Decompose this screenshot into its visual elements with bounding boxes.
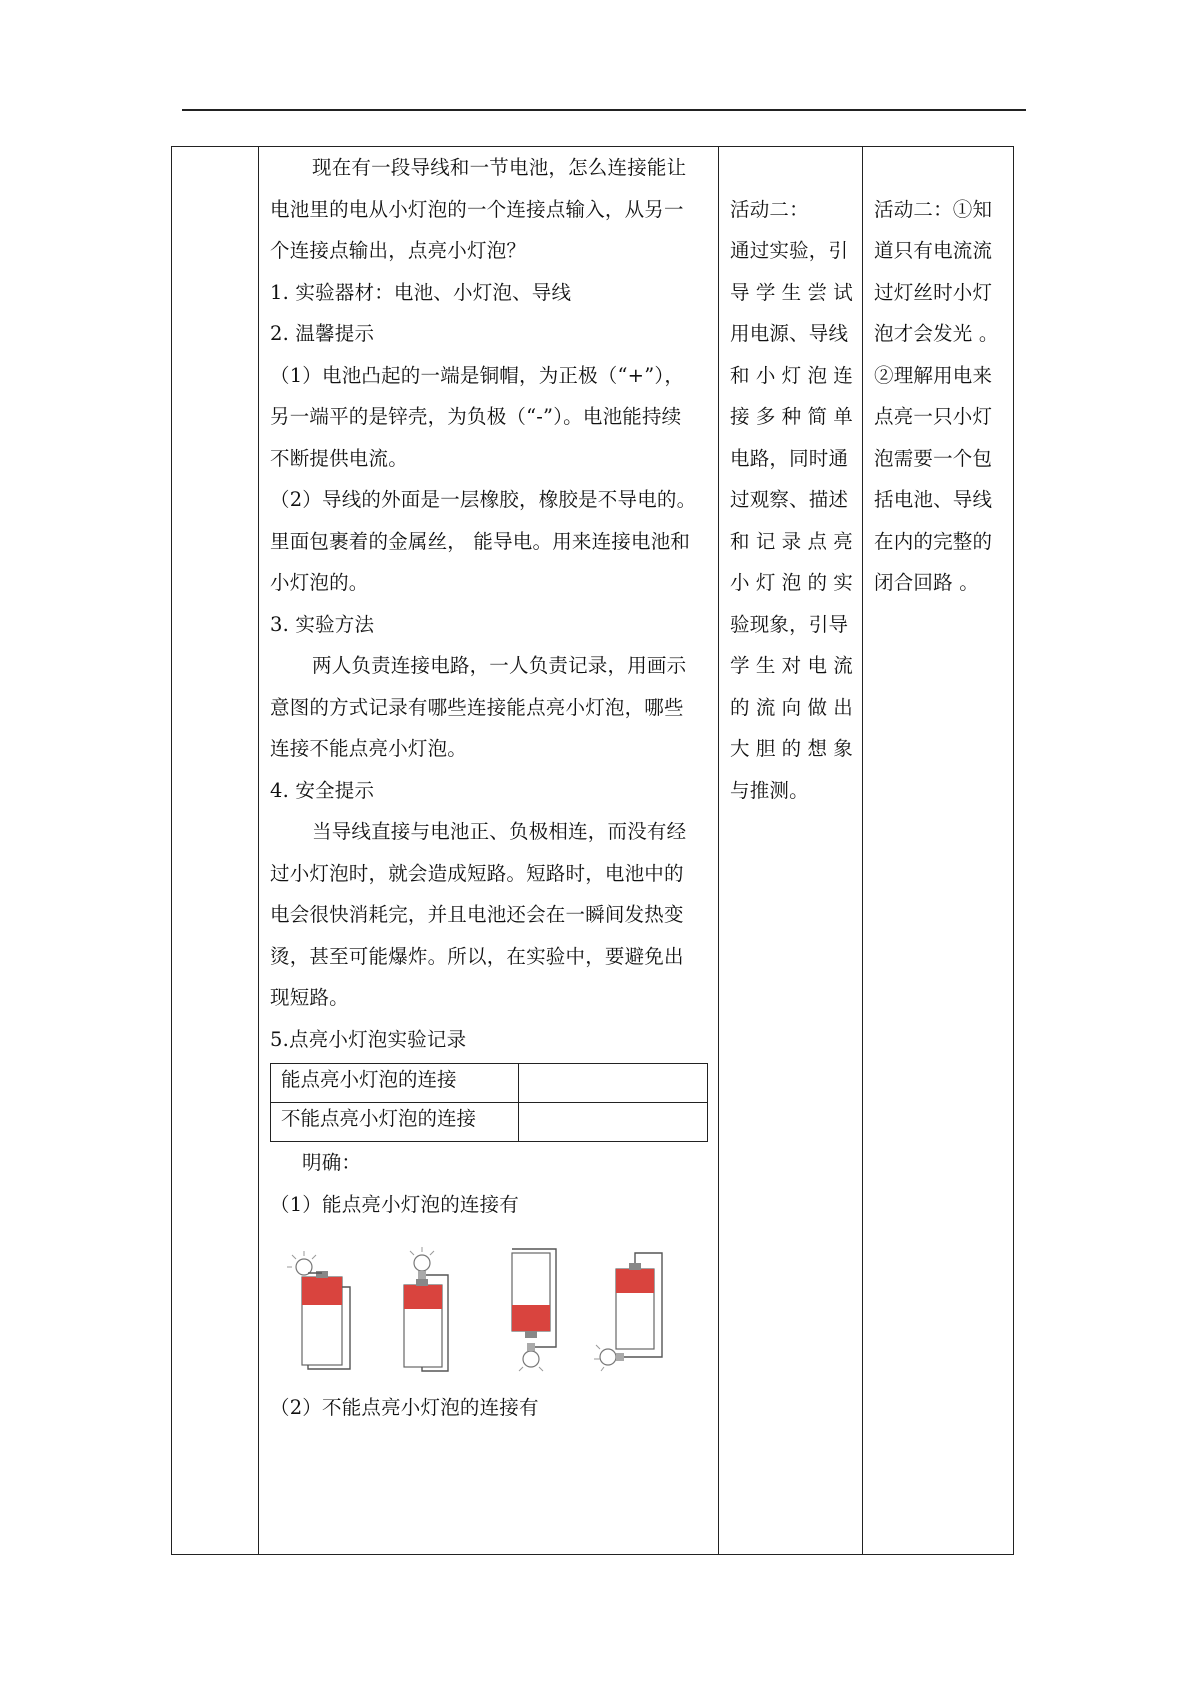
content-line: 2. 温馨提示: [270, 322, 375, 345]
circuit-diagram-3: [488, 1247, 578, 1375]
activity-line: 学生对电流: [730, 654, 853, 677]
activity-line: 通过实验，引: [730, 239, 849, 262]
record-label: 不能点亮小灯泡的连接: [271, 1103, 519, 1142]
activity-line: 活动二：: [730, 197, 809, 221]
activity-line: 小灯泡的实: [730, 571, 853, 594]
can-light-heading: （1）能点亮小灯泡的连接有: [270, 1192, 520, 1216]
activity-line: 与推测。: [730, 778, 809, 802]
goal-line: 泡需要一个包: [874, 446, 993, 470]
activity-line: 过观察、描述: [730, 488, 849, 511]
content-line: 烫，甚至可能爆炸。所以，在实验中，要避免出: [270, 944, 684, 968]
goal-line: ②理解用电来: [874, 363, 993, 387]
battery-icon: [302, 1271, 342, 1365]
stage-cell: [172, 147, 258, 1554]
activity-line: 验现象，引导: [730, 612, 849, 636]
record-value: [519, 1103, 708, 1142]
content-line: 里面包裹着的金属丝， 能导电。用来连接电池和: [270, 529, 691, 553]
activity-line: 大胆的想象: [730, 737, 853, 760]
record-label: 能点亮小灯泡的连接: [271, 1064, 519, 1103]
goal-line: 点亮一只小灯: [874, 405, 993, 428]
bulb-icon: [414, 1255, 430, 1271]
goal-line: 道只有电流流: [874, 239, 993, 262]
content-line: 现短路。: [270, 986, 349, 1009]
activity-line: 的流向做出: [730, 695, 853, 719]
activity-line: 用电源、导线: [730, 322, 849, 345]
circuit-diagram-1: [278, 1247, 368, 1375]
activity-line: 和记录点亮: [730, 529, 853, 553]
table-row: [271, 1064, 708, 1103]
content-line: 意图的方式记录有哪些连接能点亮小灯泡，哪些: [270, 695, 684, 719]
activity-line: 和小灯泡连: [730, 363, 853, 387]
circuit-diagram-2: [382, 1247, 472, 1375]
content-line: 个连接点输出，点亮小灯泡？: [270, 239, 527, 262]
content-line: 小灯泡的。: [270, 571, 369, 594]
experiment-record-table: [270, 1063, 708, 1142]
circuit-diagrams: [270, 1247, 708, 1375]
lesson-content-cell: [258, 147, 718, 1429]
content-line: 连接不能点亮小灯泡。: [270, 737, 468, 760]
content-line: 两人负责连接电路，一人负责记录，用画示: [312, 654, 687, 677]
content-line: 电会很快消耗完，并且电池还会在一瞬间发热变: [270, 903, 684, 926]
content-line: 当导线直接与电池正、负极相连，而没有经: [312, 820, 687, 843]
content-line: 不断提供电流。: [270, 446, 408, 470]
goal-line: 过灯丝时小灯: [874, 280, 993, 304]
content-line: 4. 安全提示: [270, 778, 375, 802]
content-line: （2）导线的外面是一层橡胶，橡胶是不导电的。: [270, 488, 697, 511]
activity-line: 接多种简单: [730, 405, 853, 428]
content-line: （1）电池凸起的一端是铜帽，为正极（“+”），: [270, 363, 685, 387]
activity-line: 电路，同时通: [730, 446, 849, 470]
record-value: [519, 1064, 708, 1103]
goal-line: 泡才会发光 。: [874, 322, 999, 345]
bulb-icon: [523, 1351, 539, 1367]
content-line: 过小灯泡时，就会造成短路。短路时，电池中的: [270, 861, 684, 885]
content-line: 1. 实验器材：电池、小灯泡、导线: [270, 280, 572, 304]
goal-line: 闭合回路 。: [874, 571, 979, 594]
cannot-light-heading: （2）不能点亮小灯泡的连接有: [270, 1396, 539, 1419]
goal-line: 括电池、导线: [874, 488, 993, 511]
clarify-label: 明确：: [302, 1151, 362, 1174]
battery-icon: [404, 1279, 442, 1367]
content-line: 5.点亮小灯泡实验记录: [270, 1027, 467, 1051]
content-line: 电池里的电从小灯泡的一个连接点输入，从另一: [270, 197, 684, 221]
content-line: 另一端平的是锌壳，为负极（“-”）。电池能持续: [270, 405, 682, 428]
teacher-activity-cell: [718, 147, 862, 811]
goal-line: 活动二：①知: [874, 197, 993, 221]
bulb-icon: [600, 1349, 616, 1365]
battery-icon: [616, 1263, 654, 1349]
lesson-table: [171, 146, 1014, 1555]
goal-line: 在内的完整的: [874, 529, 993, 553]
activity-line: 导学生尝试: [730, 280, 853, 304]
circuit-diagram-4: [588, 1247, 678, 1375]
battery-icon: [512, 1253, 550, 1338]
content-line: 3. 实验方法: [270, 612, 375, 636]
table-row: [271, 1103, 708, 1142]
goals-cell: [862, 147, 1014, 604]
header-rule: [182, 109, 1026, 111]
content-line: 现在有一段导线和一节电池，怎么连接能让: [312, 156, 687, 179]
